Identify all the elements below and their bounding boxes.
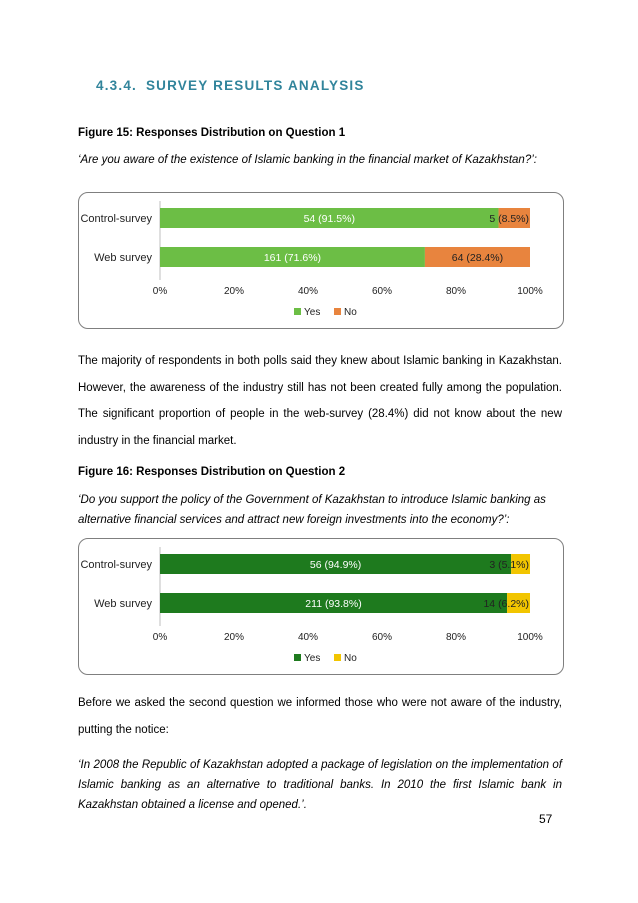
chart-2 — [79, 539, 563, 674]
section-number: 4.3.4. — [96, 78, 137, 93]
chart-2-legend-label: No — [344, 653, 357, 664]
chart-1-category-label: Web survey — [94, 252, 152, 264]
chart-1-data-label: 54 (91.5%) — [303, 213, 355, 225]
chart-2-legend-swatch — [334, 654, 341, 661]
chart-2-x-tick: 0% — [152, 632, 168, 643]
section-heading — [96, 78, 365, 93]
chart-1-category-label: Control-survey — [80, 213, 152, 225]
chart-2-category-label: Control-survey — [80, 559, 152, 571]
chart-1-x-tick: 100% — [517, 286, 543, 297]
chart-1-x-tick: 0% — [152, 286, 168, 297]
figure-15-question: ‘Are you aware of the existence of Islamic banking in the financial market of Kazakhstan?’: — [78, 154, 537, 166]
chart-2-legend-label: Yes — [304, 653, 321, 664]
chart-2-data-label: 211 (93.8%) — [305, 598, 362, 610]
chart-2-container — [78, 538, 564, 675]
figure-15-title: Figure 15: Responses Distribution on Question 1 — [78, 127, 346, 139]
chart-2-x-tick: 40% — [297, 632, 319, 643]
chart-1-data-label: 5 (8.5%) — [489, 213, 529, 225]
chart-2-x-tick: 60% — [371, 632, 393, 643]
chart-1-data-label: 161 (71.6%) — [263, 252, 322, 264]
chart-1-legend-swatch — [334, 308, 341, 315]
chart-2-x-tick: 80% — [445, 632, 467, 643]
chart-1-legend-label: Yes — [304, 307, 321, 318]
page-number: 57 — [539, 812, 553, 826]
chart-1-x-tick: 60% — [371, 286, 393, 297]
chart-1-x-tick: 80% — [445, 286, 467, 297]
chart-1-container — [78, 192, 564, 329]
chart-1-x-tick: 20% — [223, 286, 245, 297]
chart-1 — [79, 193, 563, 328]
chart-2-x-tick: 100% — [517, 632, 543, 643]
chart-1-legend-label: No — [344, 307, 357, 318]
figure-16-title: Figure 16: Responses Distribution on Question 2 — [78, 466, 346, 478]
chart-2-x-tick: 20% — [223, 632, 245, 643]
chart-2-data-label: 56 (94.9%) — [309, 559, 362, 571]
chart-2-category-label: Web survey — [94, 598, 152, 610]
chart-1-data-label: 64 (28.4%) — [451, 252, 504, 264]
quote: ‘In 2008 the Republic of Kazakhstan adopted a package of legislation on the implementation of Islamic banking as an alternative to traditional banks. In 2010 the first Islamic bank in Kazakhstan obtained a license and opened.’. — [78, 759, 562, 811]
paragraph-1: The majority of respondents in both polls said they knew about Islamic banking in Kazakhstan. However, the awareness of the industry still has not been created fully among the population. The significant proportion of people in the web-survey (28.4%) did not know about the new industry in the financial market. — [78, 355, 562, 447]
chart-2-data-label: 14 (6.2%) — [483, 598, 529, 610]
chart-1-x-tick: 40% — [297, 286, 319, 297]
chart-1-legend-swatch — [294, 308, 301, 315]
chart-2-data-label: 3 (5.1%) — [489, 559, 529, 571]
paragraph-2: Before we asked the second question we informed those who were not aware of the industry, putting the notice: — [78, 697, 562, 736]
section-title: SURVEY RESULTS ANALYSIS — [145, 78, 365, 93]
chart-2-legend-swatch — [294, 654, 301, 661]
figure-16-question: ‘Do you support the policy of the Government of Kazakhstan to introduce Islamic banking as alternative financial services and attract new foreign investments into the economy?’: — [78, 494, 546, 526]
